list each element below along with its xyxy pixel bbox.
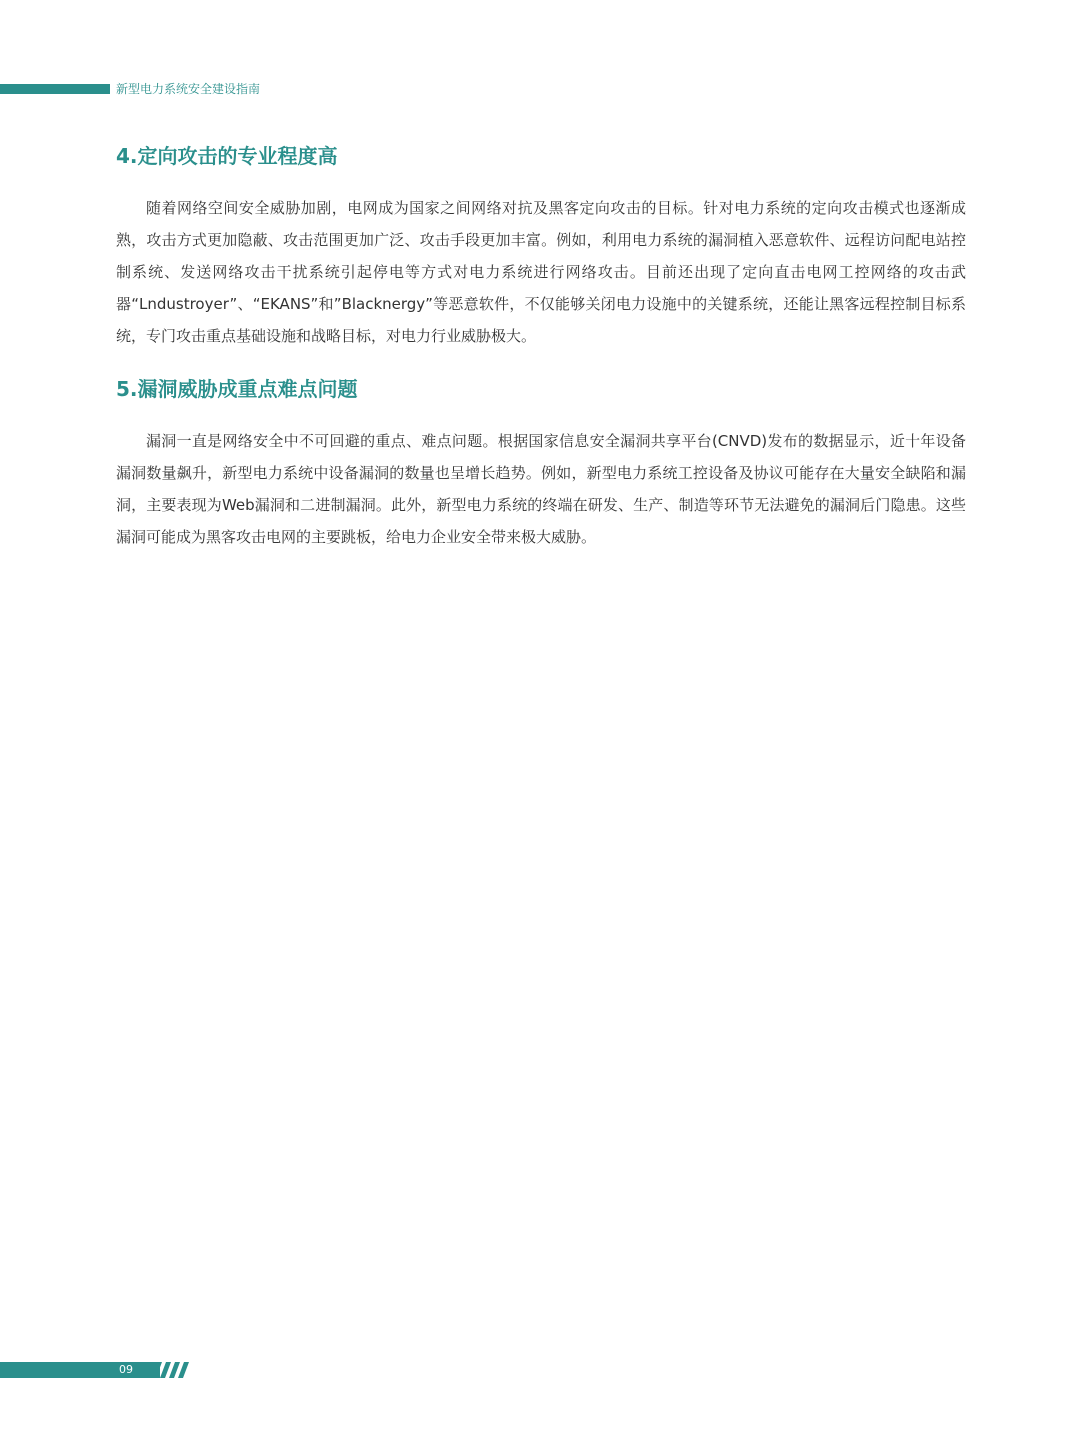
section-heading-5: 5.漏洞威胁成重点难点问题 (116, 377, 358, 401)
footer-accent-bar (0, 1362, 160, 1378)
section-paragraph-5: 漏洞一直是网络安全中不可回避的重点、难点问题。根据国家信息安全漏洞共享平台(CNVD)发布的数据显示，近十年设备漏洞数量飙升，新型电力系统中设备漏洞的数量也呈增长趋势。例如，新型电力系统工控设备及协议可能存在大量安全缺陷和漏洞，主要表现为Web漏洞和二进制漏洞。此外，新型电力系统的终端在研发、生产、制造等环节无法避免的漏洞后门隐患。这些漏洞可能成为黑客攻击电网的主要跳板，给电力企业安全带来极大威胁。 (116, 432, 966, 546)
running-header-title: 新型电力系统安全建设指南 (116, 82, 261, 96)
footer-stripes-decoration (142, 1362, 194, 1378)
page-number: 09 (119, 1363, 133, 1376)
header-accent-bar (0, 84, 110, 94)
section-paragraph-4: 随着网络空间安全威胁加剧，电网成为国家之间网络对抗及黑客定向攻击的目标。针对电力系统的定向攻击模式也逐渐成熟，攻击方式更加隐蔽、攻击范围更加广泛、攻击手段更加丰富。例如，利用电力系统的漏洞植入恶意软件、远程访问配电站控制系统、发送网络攻击干扰系统引起停电等方式对电力系统进行网络攻击。目前还出现了定向直击电网工控网络的攻击武器“Lndustroyer”、“EKANS”和”Blacknergy”等恶意软件，不仅能够关闭电力设施中的关键系统，还能让黑客远程控制目标系统，专门攻击重点基础设施和战略目标，对电力行业威胁极大。 (116, 199, 966, 345)
section-heading-4: 4.定向攻击的专业程度高 (116, 144, 338, 168)
